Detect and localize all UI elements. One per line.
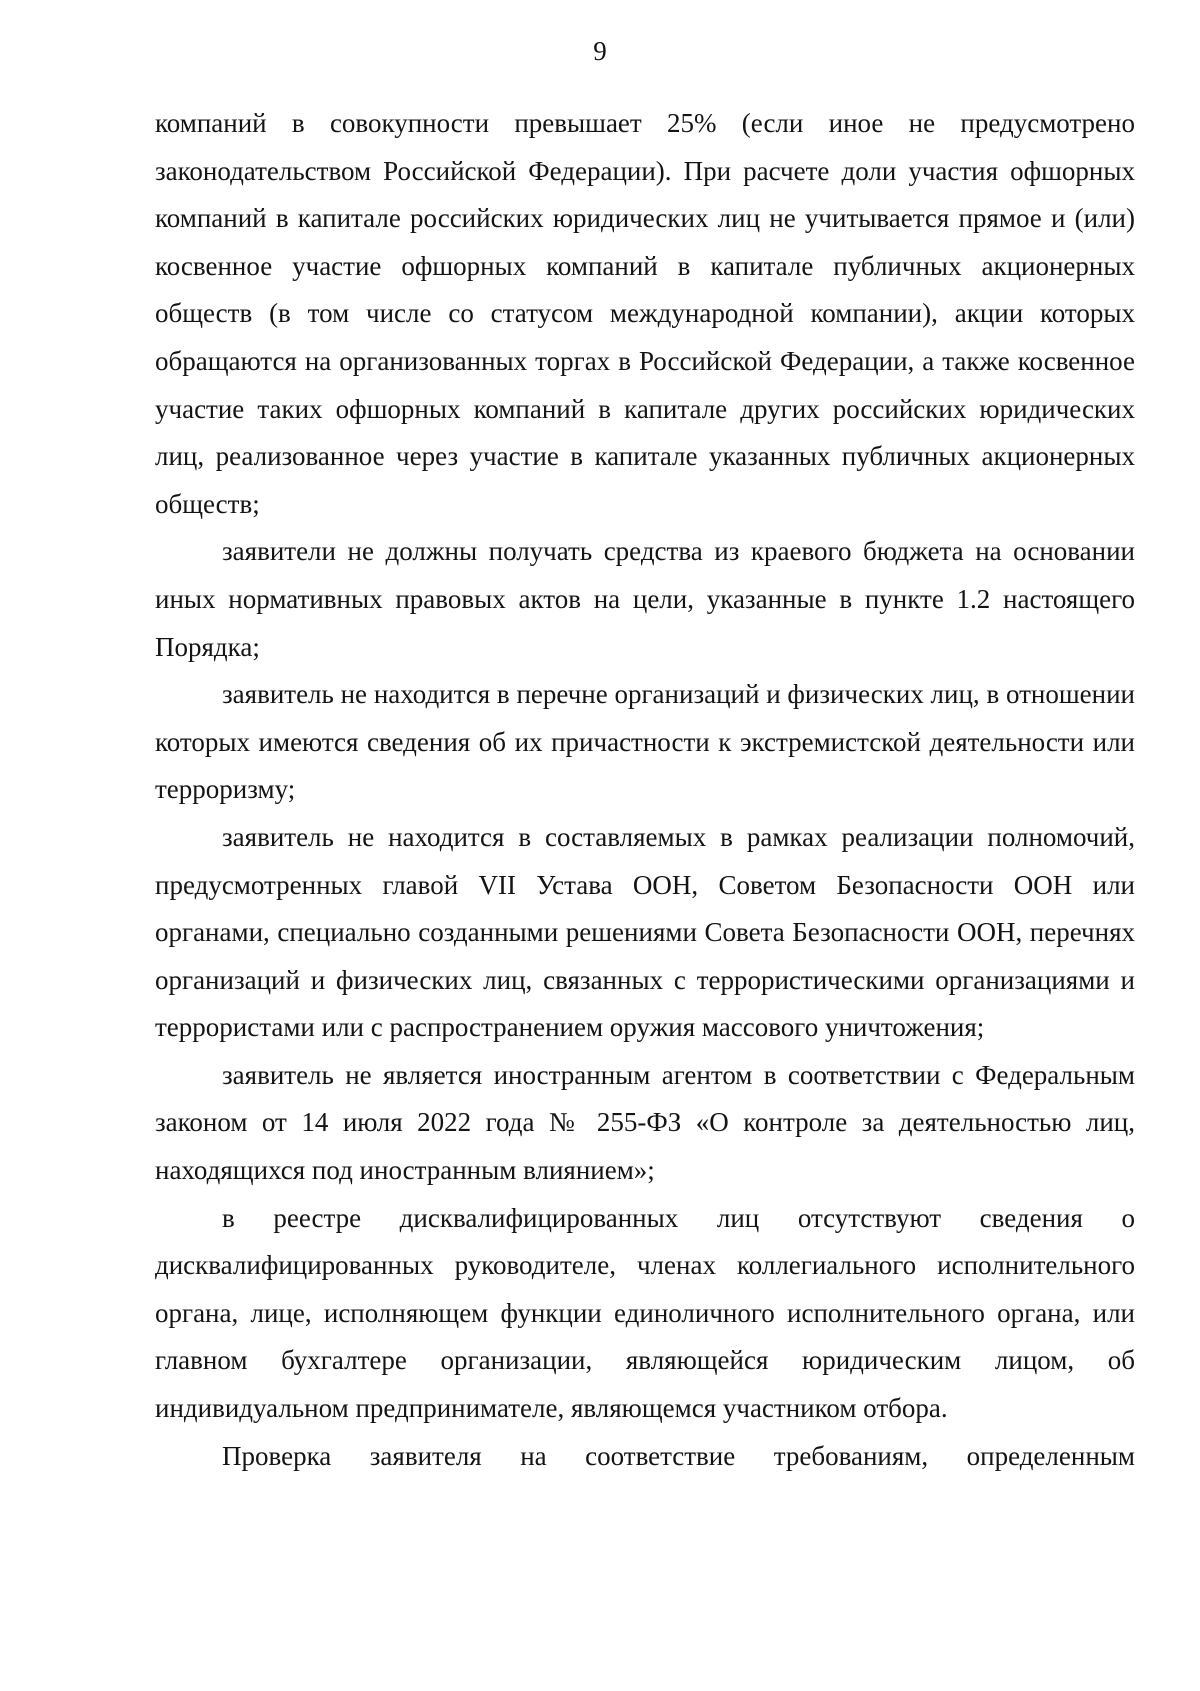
paragraph-verification: Проверка заявителя на соответствие требованиям, определенным: [222, 1440, 1135, 1471]
paragraph-not-foreign-agent: заявитель не является иностранным агентом в соответствии с Федеральным законом от 14 июля 2022 года № 255-ФЗ «О контроле за деятельностью лиц, находящихся под иностранным влиянием»;: [155, 1059, 1135, 1186]
paragraph-not-in-extremist-list: заявитель не находится в перечне организаций и физических лиц, в отношении которых имеются сведения об их причастности к экстремистской деятельности или терроризму;: [155, 679, 1135, 805]
document-body: [155, 100, 1135, 1480]
paragraph-disqualified-registry: в реестре дисквалифицированных лиц отсутствуют сведения о дисквалифицированных руководителе, членах коллегиального исполнительного органа, лице, исполняющем функции единоличного исполнительного органа, или главном бухгалтере организации, являющейся юридическим лицом, об индивидуальном предпринимателе, являющемся участником отбора.: [155, 1202, 1135, 1424]
paragraph-offshore-participation: компаний в совокупности превышает 25% (если иное не предусмотрено законодательством Российской Федерации). При расчете доли участия офшорных компаний в капитале российских юридических лиц не учитывается прямое и (или) косвенное участие офшорных компаний в капитале публичных акционерных обществ (в том числе со статусом международной компании), акции которых обращаются на организованных торгах в Российской Федерации, а также косвенное участие таких офшорных компаний в капитале других российских юридических лиц, реализованное через участие в капитале указанных публичных акционерных обществ;: [155, 108, 1135, 519]
paragraph-no-regional-budget: заявители не должны получать средства из краевого бюджета на основании иных нормативных правовых актов на цели, указанные в пункте 1.2 настоящего Порядка;: [155, 536, 1135, 662]
paragraph-not-in-un-lists: заявитель не находится в составляемых в рамках реализации полномочий, предусмотренных главой VII Устава ООН, Советом Безопасности ООН или органами, специально созданными решениями Совета Безопасности ООН, перечнях организаций и физических лиц, связанных с террористическими организациями и террористами или с распространением оружия массового уничтожения;: [155, 821, 1135, 1043]
page-number: 9: [593, 36, 607, 66]
